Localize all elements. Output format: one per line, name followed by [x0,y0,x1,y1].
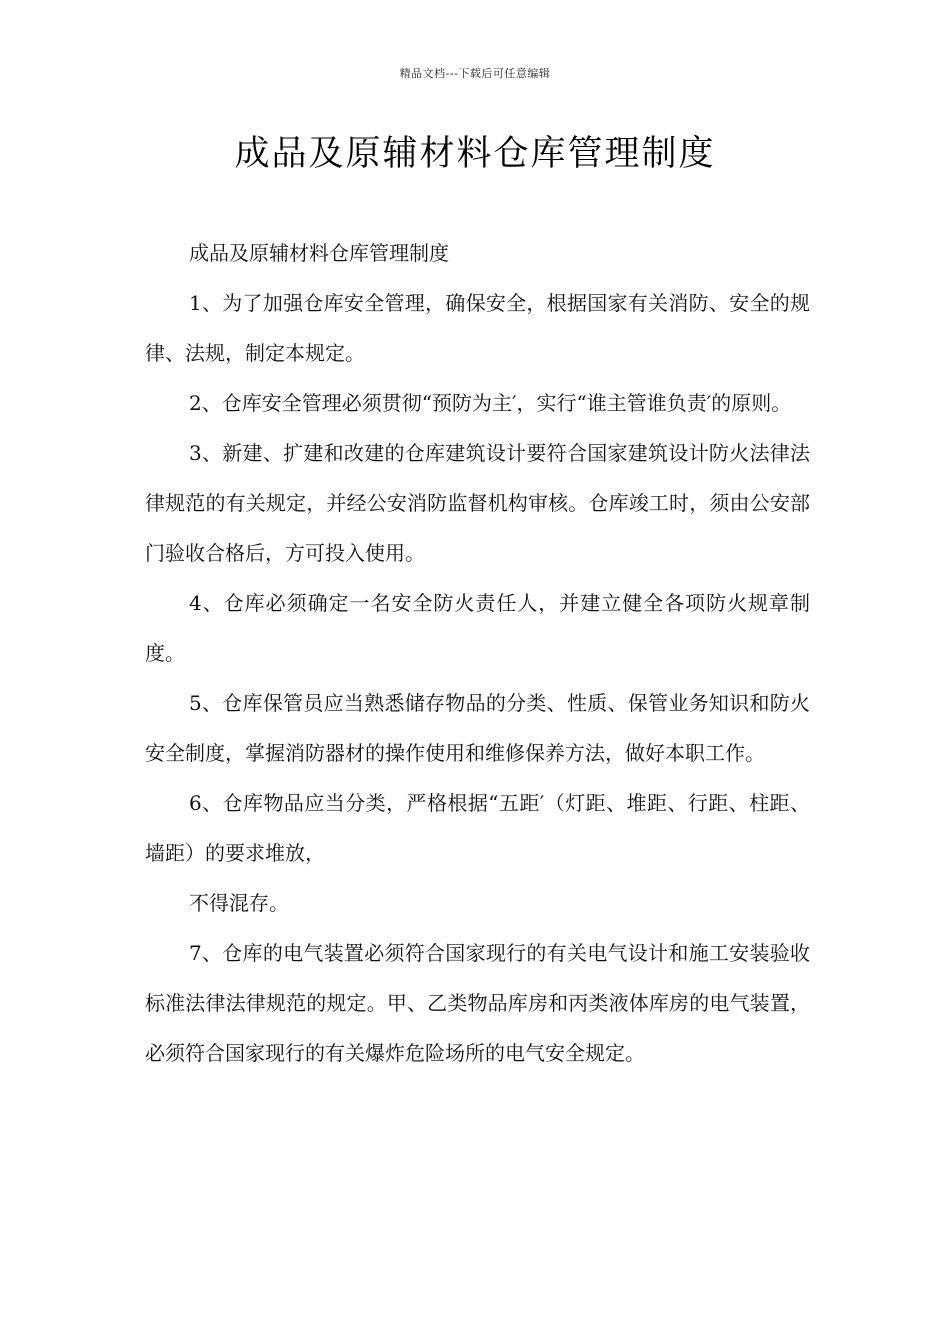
paragraph-6: 6、仓库物品应当分类，严格根据“五距′（灯距、堆距、行距、柱距、墙距）的要求堆放， [145,791,810,865]
paragraph-4: 4、仓库必须确定一名安全防火责任人，并建立健全各项防火规章制度。 [145,591,810,665]
paragraph-2: 2、仓库安全管理必须贯彻“预防为主′，实行“谁主管谁负责′的原则。 [189,391,792,415]
document-body [145,228,810,1078]
paragraph-3: 3、新建、扩建和改建的仓库建筑设计要符合国家建筑设计防火法律法律规范的有关规定，并经公安消防监督机构审核。仓库竣工时，须由公安部门验收合格后，方可投入使用。 [145,441,810,565]
document-title: 成品及原辅材料仓库管理制度 [234,134,716,174]
paragraph-7: 7、仓库的电气装置必须符合国家现行的有关电气设计和施工安装验收标准法律法律规范的规定。甲、乙类物品库房和丙类液体库房的电气装置，必须符合国家现行的有关爆炸危险场所的电气安全规定。 [145,941,810,1065]
paragraph-5: 5、仓库保管员应当熟悉储存物品的分类、性质、保管业务知识和防火安全制度，掌握消防器材的操作使用和维修保养方法，做好本职工作。 [145,691,810,765]
paragraph-6-continued: 不得混存。 [189,891,289,915]
paragraph-subtitle: 成品及原辅材料仓库管理制度 [189,241,449,265]
paragraph-1: 1、为了加强仓库安全管理，确保安全，根据国家有关消防、安全的规律、法规，制定本规定。 [145,291,810,365]
page-header-note: 精品文档---下载后可任意编辑 [399,67,551,80]
